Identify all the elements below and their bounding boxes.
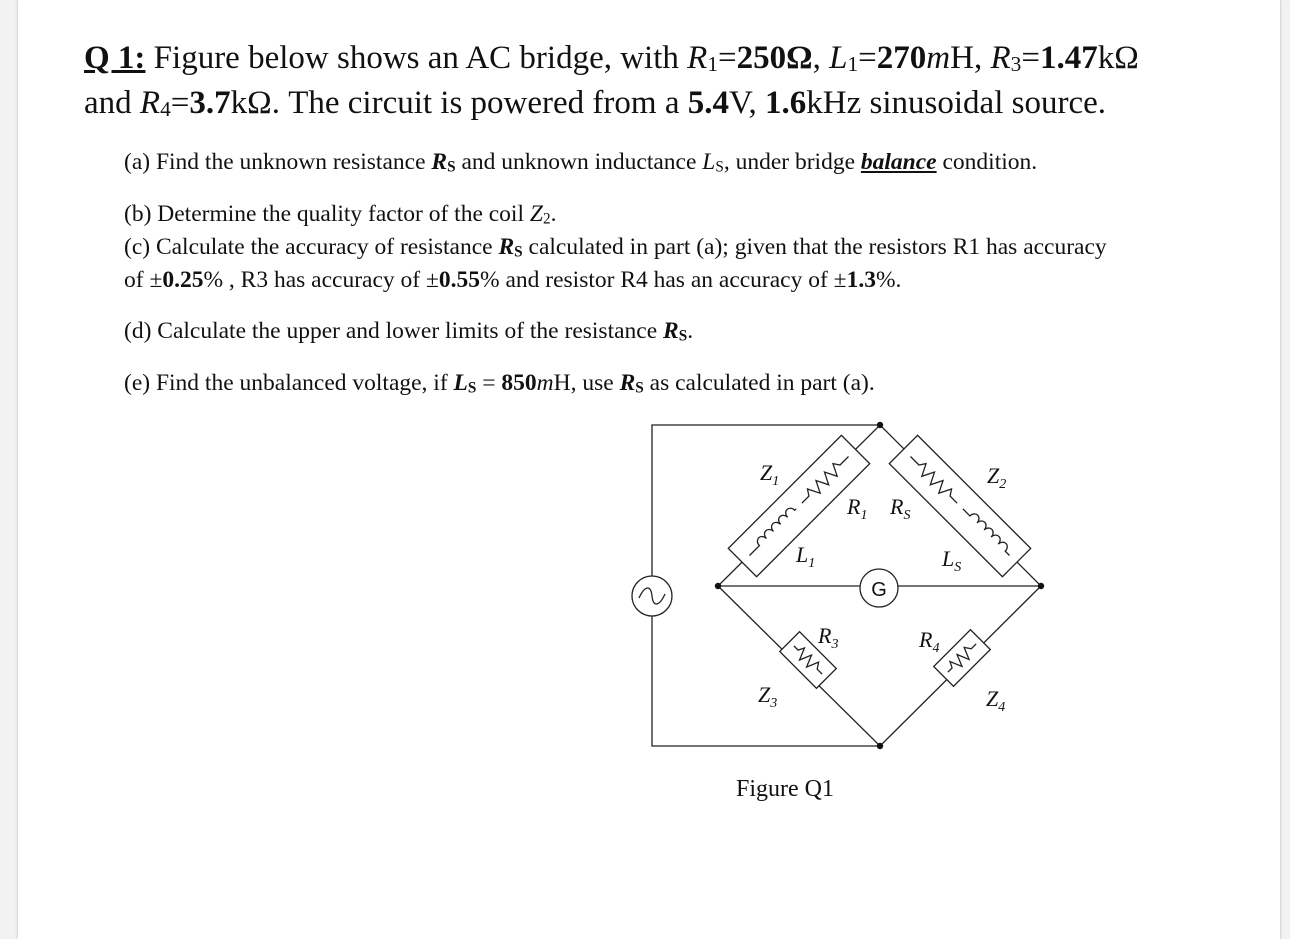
question-line-1: Q 1: Figure below shows an AC bridge, with $R_1=250\Omega$, $L_1=270mH$, $R_3=1.47k\Omega$ [84, 40, 1139, 77]
z1-label: $Z_1$ [760, 460, 780, 489]
balance-emphasis: balance [860, 149, 937, 175]
document-page [18, 0, 1280, 939]
z3-label: $Z_3$ [758, 682, 778, 711]
node-top [877, 422, 883, 428]
galvanometer-label: G [871, 579, 887, 601]
l1-label: $L_1$ [796, 542, 816, 571]
node-right [1038, 583, 1044, 589]
part-e: (e) Find the unbalanced voltage, if $L_S = 850mH$, use $R_S$ as calculated in part (a). [124, 370, 875, 397]
part-a: (a) Find the unknown resistance $R_S$ and unknown inductance $L_S$, under bridge balance condition. [124, 149, 1038, 176]
frequency-value: 1.6 [765, 85, 807, 121]
z4-label: $Z_4$ [986, 686, 1006, 715]
z2-impedance-box [889, 435, 1030, 576]
ls-label: $L_S$ [942, 546, 962, 575]
r4-value: 3.7 [189, 85, 231, 121]
question-label: Q 1: [84, 40, 146, 76]
node-left [715, 583, 721, 589]
voltage-value: 5.4 [687, 85, 729, 121]
part-c-continued: of ±0.25% , R3 has accuracy of ±0.55% and resistor R4 has an accuracy of ±1.3%. [124, 267, 902, 293]
r1-label: $R_1$ [847, 494, 868, 523]
z2-label: $Z_2$ [987, 463, 1007, 492]
r3-label: $R_3$ [818, 623, 839, 652]
figure-caption: Figure Q1 [736, 776, 834, 802]
question-line-2: and $R_4=3.7k\Omega$. The circuit is powered from a 5.4V, 1.6kHz sinusoidal source. [84, 85, 1106, 122]
part-c: (c) Calculate the accuracy of resistance $R_S$ calculated in part (a); given that the resistors R1 has accuracy [124, 234, 1107, 261]
r1-value: 250Ω [736, 40, 813, 76]
node-bottom [877, 743, 883, 749]
r4-label: $R_4$ [919, 627, 940, 656]
rs-label: $R_S$ [890, 494, 911, 523]
r3-value: 1.47 [1040, 40, 1098, 76]
z4-impedance-box [934, 630, 991, 687]
l1-value: 270 [876, 40, 927, 76]
part-d: (d) Calculate the upper and lower limits of the resistance $R_S$. [124, 318, 694, 345]
part-b: (b) Determine the quality factor of the coil $Z_2$. [124, 201, 557, 228]
ac-bridge-circuit [18, 0, 1280, 939]
